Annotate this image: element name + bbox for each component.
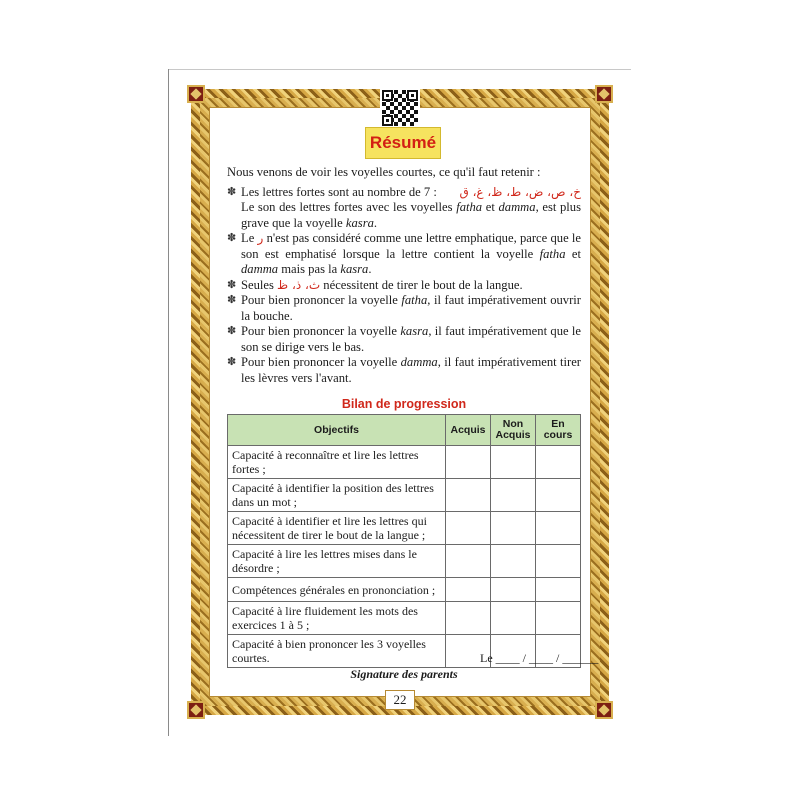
emphasis: damma (498, 200, 536, 214)
objective-cell: Capacité à bien prononcer les 3 voyelles courtes. (228, 635, 446, 668)
list-item (227, 185, 581, 232)
header-acquis: Acquis (446, 415, 491, 446)
bullet-text: , est plus grave que la voyelle (241, 200, 581, 230)
bullet-text: , il faut impérativement tirer les lèvres vers l'avant. (241, 355, 581, 385)
table-row (228, 512, 581, 545)
bullet-text: Pour bien prononcer la voyelle (241, 355, 401, 369)
bullet-text: . (368, 262, 372, 276)
header-objectifs: Objectifs (228, 415, 446, 446)
en-cours-checkbox[interactable] (536, 446, 581, 479)
emphasis: kasra (345, 215, 374, 230)
list-item (227, 293, 581, 324)
bullet-text: et (482, 200, 499, 214)
bullet-text: mais pas la (278, 262, 341, 276)
flower-bullet-icon: ✽ (227, 325, 237, 337)
intro-text: Nous venons de voir les voyelles courtes, ce qu'il faut retenir : (227, 165, 541, 179)
non-acquis-checkbox[interactable] (491, 446, 536, 479)
emphasis: fatha (539, 246, 566, 261)
acquis-checkbox[interactable] (446, 479, 491, 512)
summary-text (227, 165, 581, 386)
corner-ornament-bottom-right (595, 701, 613, 719)
en-cours-checkbox[interactable] (536, 545, 581, 578)
summary-list (227, 185, 581, 387)
list-item (227, 324, 581, 355)
bullet-text: Seules (241, 277, 278, 292)
objective-cell: Capacité à lire les lettres mises dans le désordre ; (228, 545, 446, 578)
bullet-text: n'est pas considéré comme une lettre emphatique, parce que le son est emphatisé lorsque la lettre contient la voyelle (241, 231, 581, 261)
corner-ornament-top-right (595, 85, 613, 103)
emphasis: fatha (401, 293, 428, 307)
flower-bullet-icon: ✽ (227, 278, 237, 291)
bullet-text: Le (241, 231, 258, 245)
non-acquis-checkbox[interactable] (491, 602, 536, 635)
acquis-checkbox[interactable] (446, 512, 491, 545)
list-item (227, 231, 581, 278)
list-item (227, 355, 581, 386)
acquis-checkbox[interactable] (446, 578, 491, 602)
corner-ornament-top-left (187, 85, 205, 103)
arabic-letters: خ، ص، ض، ط، ظ، غ، ق (459, 184, 581, 199)
flower-bullet-icon: ✽ (227, 232, 237, 244)
list-item (227, 278, 581, 294)
table-row (228, 446, 581, 479)
date-field[interactable]: Le ____ / ____ / ______ (480, 651, 599, 665)
flower-bullet-icon: ✽ (227, 185, 237, 198)
objective-cell: Capacité à identifier et lire les lettres qui nécessitent de tirer le bout de la langue ; (228, 512, 446, 545)
table-row (228, 479, 581, 512)
arabic-letters: ث، ذ، ظ (277, 277, 321, 292)
objective-cell: Capacité à lire fluidement les mots des exercices 1 à 5 ; (228, 602, 446, 635)
arabic-letters: ر (257, 231, 264, 245)
progress-table (227, 414, 581, 668)
bullet-text: et (565, 246, 581, 261)
acquis-checkbox[interactable] (446, 602, 491, 635)
en-cours-checkbox[interactable] (536, 512, 581, 545)
emphasis: kasra (340, 262, 369, 276)
bullet-text: nécessitent de tirer le bout de la langue. (320, 277, 523, 292)
acquis-checkbox[interactable] (446, 446, 491, 479)
bullet-text: Pour bien prononcer la voyelle (241, 293, 402, 307)
bullet-text: Les lettres fortes sont au nombre de 7 : (241, 184, 437, 199)
page-number: 22 (385, 690, 415, 710)
emphasis: fatha (456, 200, 483, 214)
header-en-cours: En cours (536, 415, 581, 446)
non-acquis-checkbox[interactable] (491, 578, 536, 602)
objective-cell: Capacité à identifier la position des lettres dans un mot ; (228, 479, 446, 512)
corner-ornament-bottom-left (187, 701, 205, 719)
bullet-text: Pour bien prononcer la voyelle (241, 324, 401, 338)
emphasis: damma (241, 262, 279, 276)
bullet-text: , il faut impérativement que le son se dirige vers le bas. (241, 324, 581, 354)
table-row (228, 602, 581, 635)
header-non-acquis: Non Acquis (491, 415, 536, 446)
flower-bullet-icon: ✽ (227, 356, 237, 368)
bullet-text: , il faut impérativement ouvrir la bouche. (241, 293, 581, 323)
table-row (228, 578, 581, 602)
bullet-text: Le son des lettres fortes avec les voyelles (241, 200, 457, 214)
objective-cell: Compétences générales en prononciation ; (228, 578, 446, 602)
table-header-row (228, 415, 581, 446)
qr-code-icon[interactable] (380, 88, 420, 128)
en-cours-checkbox[interactable] (536, 479, 581, 512)
emphasis: damma (400, 355, 438, 369)
en-cours-checkbox[interactable] (536, 602, 581, 635)
emphasis: kasra (400, 324, 429, 338)
en-cours-checkbox[interactable] (536, 578, 581, 602)
non-acquis-checkbox[interactable] (491, 479, 536, 512)
acquis-checkbox[interactable] (446, 545, 491, 578)
bullet-text: . (373, 215, 378, 230)
parent-signature-label: Signature des parents (350, 667, 458, 681)
page-title: Résumé (365, 127, 441, 159)
non-acquis-checkbox[interactable] (491, 545, 536, 578)
progress-title: Bilan de progression (341, 397, 467, 411)
non-acquis-checkbox[interactable] (491, 512, 536, 545)
table-row (228, 545, 581, 578)
flower-bullet-icon: ✽ (227, 294, 237, 306)
objective-cell: Capacité à reconnaître et lire les lettres fortes ; (228, 446, 446, 479)
